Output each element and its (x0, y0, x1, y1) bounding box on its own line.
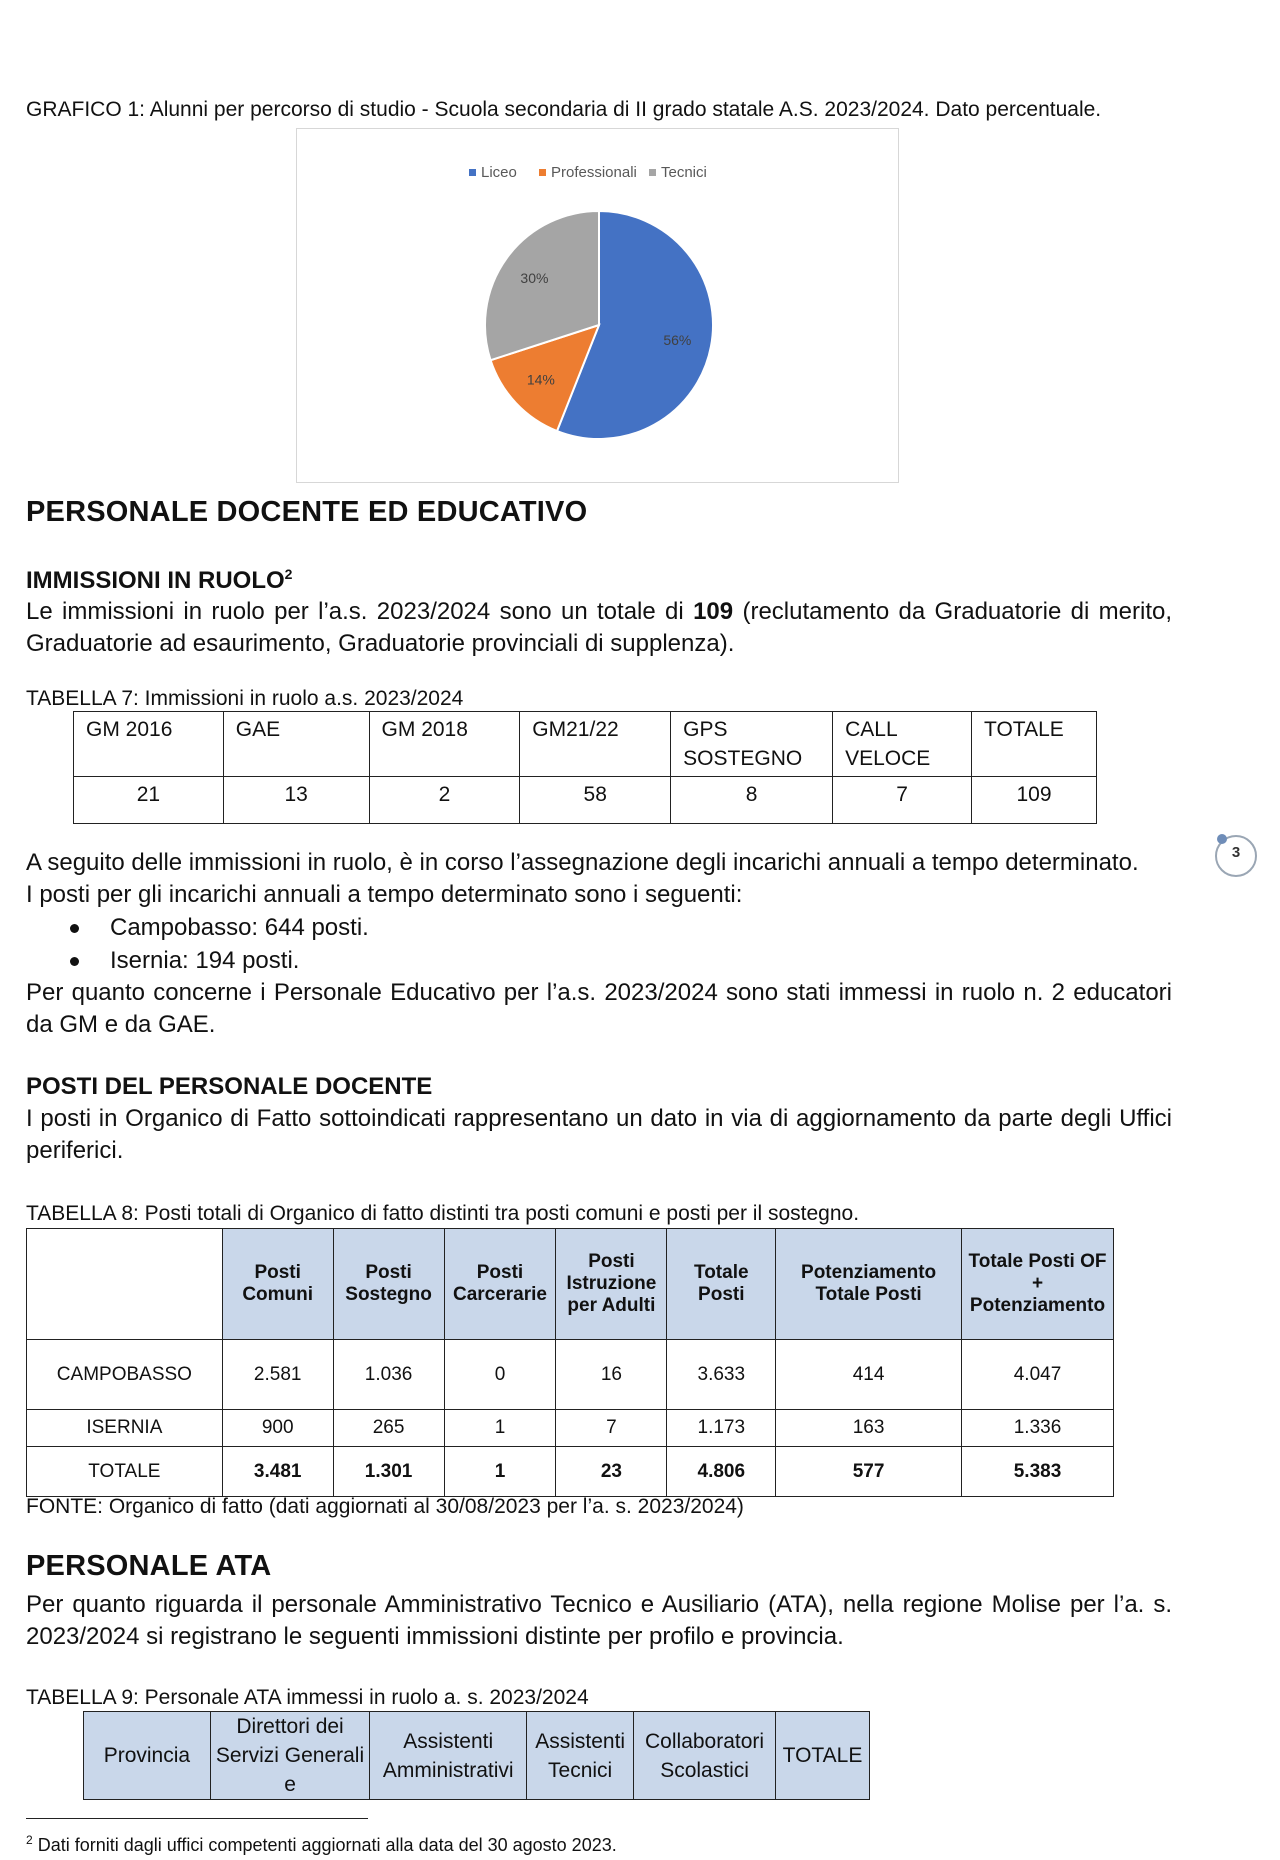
tabella7-caption: TABELLA 7: Immissioni in ruolo a.s. 2023/2024 (26, 687, 464, 710)
table-cell: 7 (556, 1410, 667, 1447)
table-cell: 7 (833, 777, 972, 824)
incarichi-paragraph-2: I posti per gli incarichi annuali a tempo determinato sono i seguenti: (26, 881, 743, 908)
immissioni-paragraph (26, 596, 1172, 660)
immissioni-text-b: (reclutamento da Graduatorie di merito, Graduatorie ad esaurimento, Graduatorie provinciali di supplenza). (26, 598, 1173, 657)
legend-item (649, 164, 707, 181)
footnote-rule (26, 1818, 368, 1819)
tabella8-caption: TABELLA 8: Posti totali di Organico di fatto distinti tra posti comuni e posti per il sostegno. (26, 1202, 860, 1225)
table-cell: 2 (369, 777, 520, 824)
table-cell: 1.336 (961, 1410, 1113, 1447)
table-cell: 21 (74, 777, 224, 824)
table-header-cell: Provincia (84, 1712, 211, 1800)
table-cell: 1.301 (333, 1447, 444, 1497)
table-header-cell: TOTALE (776, 1712, 870, 1800)
table-cell: 23 (556, 1447, 667, 1497)
legend-swatch (469, 169, 476, 176)
table-header-cell: TOTALE (972, 712, 1097, 777)
table-header-row (84, 1712, 870, 1800)
footnote (26, 1833, 617, 1856)
table-header-cell: Posti Comuni (222, 1229, 333, 1340)
list-item-text: Isernia: 194 posti. (110, 947, 300, 974)
table-cell: 163 (776, 1410, 962, 1447)
bullet-dot (70, 957, 79, 966)
table-row (27, 1340, 1114, 1410)
tabella7 (73, 711, 1097, 824)
table-header-cell: Direttori dei Servizi Generali e (210, 1712, 370, 1800)
table-cell: 900 (222, 1410, 333, 1447)
ata-paragraph: Per quanto riguarda il personale Amministrativo Tecnico e Ausiliario (ATA), nella regione Molise per l’a. s. 2023/2024 si registrano le seguenti immissioni distinte per profilo e provincia. (26, 1591, 1172, 1650)
table-header-cell: CALL VELOCE (833, 712, 972, 777)
tabella9-caption: TABELLA 9: Personale ATA immessi in ruolo a. s. 2023/2024 (26, 1686, 589, 1709)
page-number: 3 (1231, 844, 1241, 861)
legend-swatch (649, 169, 656, 176)
table-header-cell: Posti Istruzione per Adulti (556, 1229, 667, 1340)
table-cell: 1.173 (667, 1410, 776, 1447)
tabella9 (83, 1711, 870, 1800)
table-cell: 58 (520, 777, 671, 824)
table-cell: 1.036 (333, 1340, 444, 1410)
table-header-cell: GM21/22 (520, 712, 671, 777)
posti-paragraph: I posti in Organico di Fatto sottoindicati rappresentano un dato in via di aggiornamento da parte degli Uffici periferici. (26, 1105, 1172, 1164)
table-row-total (27, 1447, 1114, 1497)
table-cell: 4.047 (961, 1340, 1113, 1410)
table-cell: TOTALE (27, 1447, 223, 1497)
table-cell: ISERNIA (27, 1410, 223, 1447)
legend-label: Liceo (481, 164, 517, 181)
table-header-cell: Posti Sostegno (333, 1229, 444, 1340)
data-label: 56% (663, 331, 692, 348)
table-cell: 4.806 (667, 1447, 776, 1497)
table-header-cell: GM 2018 (369, 712, 520, 777)
table-header-row (27, 1229, 1114, 1340)
table-cell: 414 (776, 1340, 962, 1410)
immissioni-heading (26, 566, 292, 595)
table-cell: 0 (444, 1340, 556, 1410)
table-cell: 1 (444, 1410, 556, 1447)
immissioni-total: 109 (693, 598, 734, 625)
table-cell: 16 (556, 1340, 667, 1410)
table-header-cell: GAE (223, 712, 369, 777)
immissioni-text-a: Le immissioni in ruolo per l’a.s. 2023/2024 sono un totale di (26, 598, 694, 625)
tabella8-fonte: FONTE: Organico di fatto (dati aggiornati al 30/08/2023 per l’a. s. 2023/2024) (26, 1495, 744, 1518)
table-header-cell: GM 2016 (74, 712, 224, 777)
list-item (70, 912, 369, 944)
table-header-cell: Assistenti Amministrativi (370, 1712, 527, 1800)
table-header-cell (27, 1229, 223, 1340)
section-title-ata: PERSONALE ATA (26, 1550, 272, 1582)
table-cell: 265 (333, 1410, 444, 1447)
footnote-ref: 2 (284, 566, 293, 582)
table-header-row (74, 712, 1097, 777)
table-row (27, 1410, 1114, 1447)
table-cell: 5.383 (961, 1447, 1113, 1497)
table-cell: 3.481 (222, 1447, 333, 1497)
table-header-cell: GPS SOSTEGNO (671, 712, 833, 777)
list-item (70, 945, 299, 977)
immissioni-title: IMMISSIONI IN RUOLO (26, 567, 285, 594)
section-title-docente: PERSONALE DOCENTE ED EDUCATIVO (26, 496, 588, 528)
data-label: 30% (520, 270, 549, 287)
list-item-text: Campobasso: 644 posti. (110, 914, 369, 941)
tabella8 (26, 1228, 1114, 1497)
pie-chart (296, 128, 899, 483)
data-label: 14% (526, 371, 555, 388)
table-cell: CAMPOBASSO (27, 1340, 223, 1410)
footnote-number: 2 (26, 1833, 33, 1847)
bullet-dot (70, 924, 79, 933)
legend-item (539, 164, 637, 181)
footnote-text: Dati forniti dagli uffici competenti aggiornati alla data del 30 agosto 2023. (32, 1835, 617, 1855)
legend-item (469, 164, 517, 181)
table-row (74, 777, 1097, 824)
table-header-cell: Collaboratori Scolastici (634, 1712, 776, 1800)
page-badge-dot (1217, 834, 1227, 844)
table-cell: 8 (671, 777, 833, 824)
chart-caption: GRAFICO 1: Alunni per percorso di studio - Scuola secondaria di II grado statale A.S. 2023/2024. Dato percentuale. (26, 98, 1102, 121)
legend-swatch (539, 169, 546, 176)
pie-chart-svg (297, 129, 900, 484)
table-cell: 13 (223, 777, 369, 824)
incarichi-paragraph-1: A seguito delle immissioni in ruolo, è in corso l’assegnazione degli incarichi annuali a tempo determinato. (26, 849, 1139, 876)
table-header-cell: Totale Posti (667, 1229, 776, 1340)
posti-heading: POSTI DEL PERSONALE DOCENTE (26, 1073, 433, 1100)
table-header-cell: Totale Posti OF + Potenziamento (961, 1229, 1113, 1340)
table-cell: 577 (776, 1447, 962, 1497)
legend-label: Tecnici (661, 164, 707, 181)
educativo-paragraph: Per quanto concerne i Personale Educativo per l’a.s. 2023/2024 sono stati immessi in ruolo n. 2 educatori da GM e da GAE. (26, 979, 1172, 1038)
table-header-cell: Assistenti Tecnici (527, 1712, 634, 1800)
table-cell: 2.581 (222, 1340, 333, 1410)
table-header-cell: Potenziamento Totale Posti (776, 1229, 962, 1340)
table-cell: 1 (444, 1447, 556, 1497)
legend-label: Professionali (551, 164, 637, 181)
table-cell: 109 (972, 777, 1097, 824)
table-header-cell: Posti Carcerarie (444, 1229, 556, 1340)
table-cell: 3.633 (667, 1340, 776, 1410)
